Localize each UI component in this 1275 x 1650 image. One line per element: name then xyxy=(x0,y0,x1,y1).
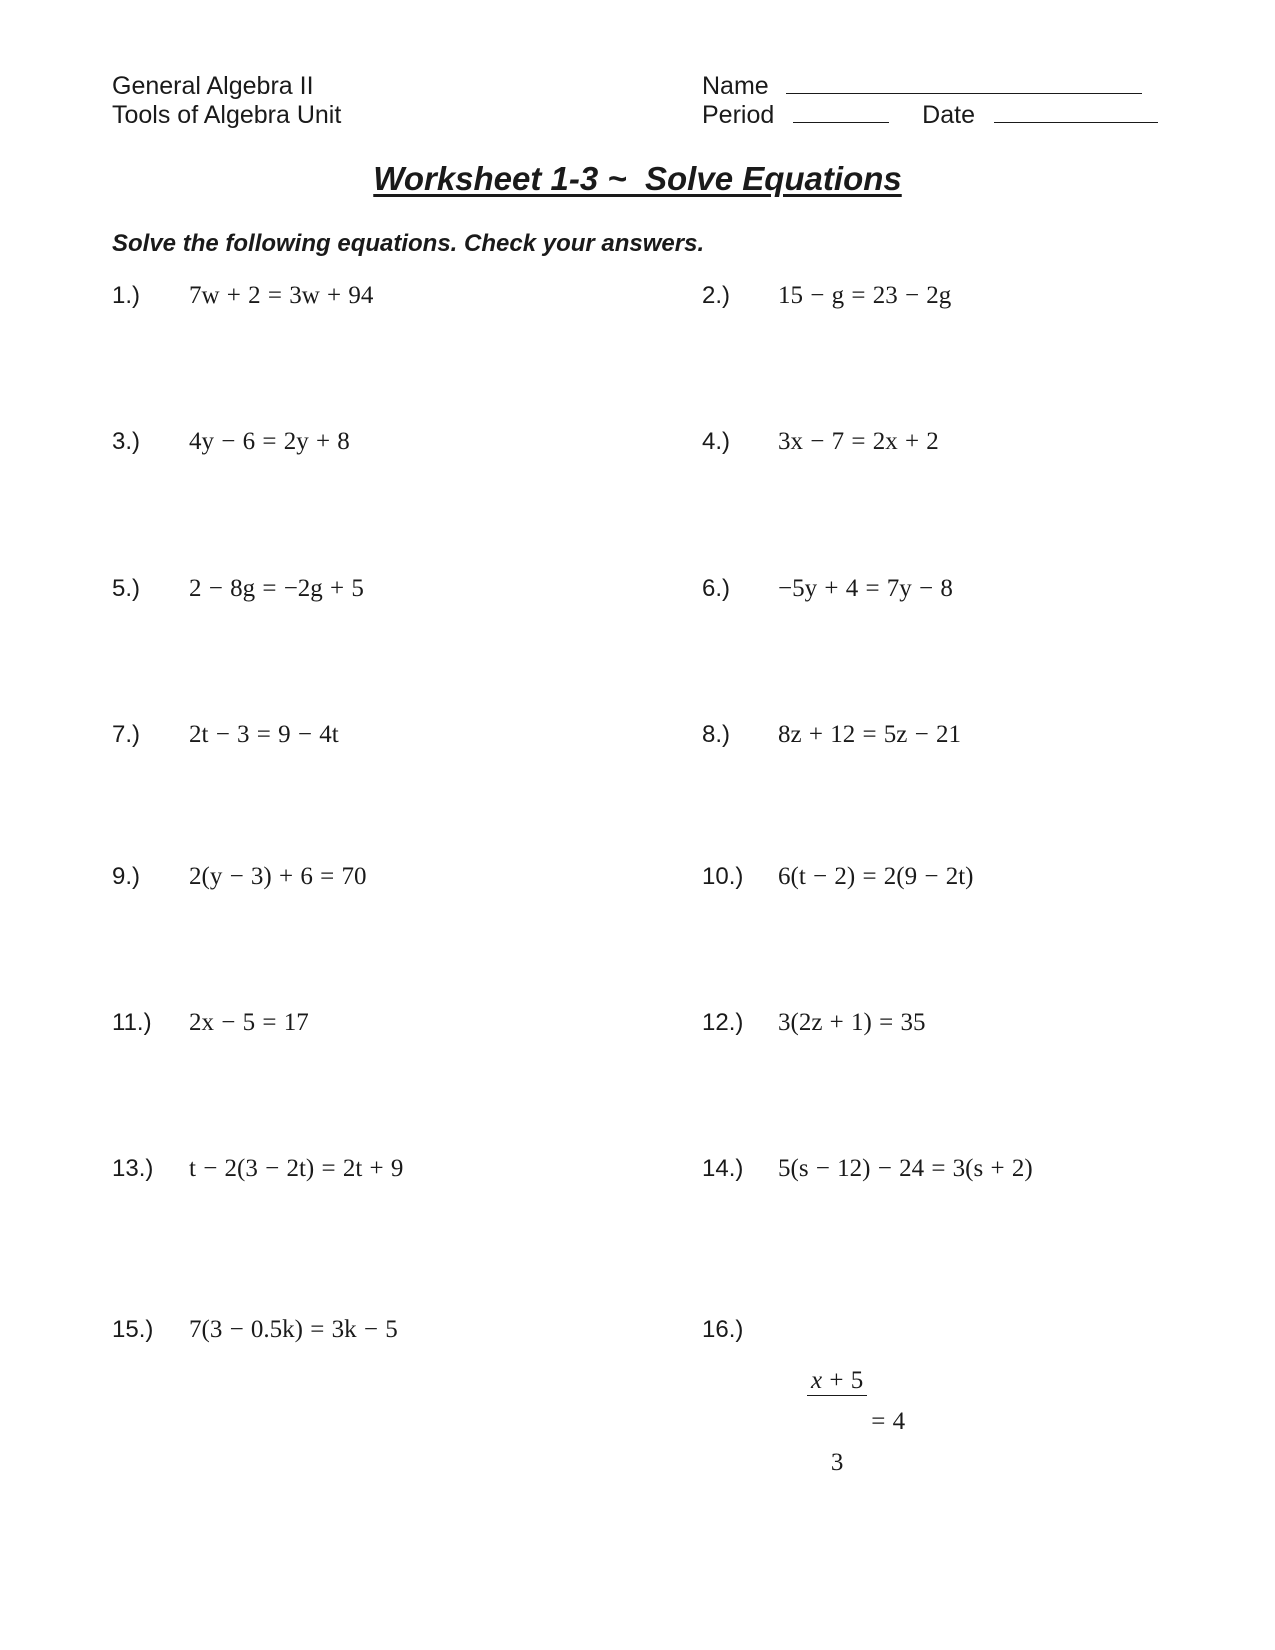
name-blank[interactable] xyxy=(786,92,1142,94)
equation: 6(t − 2) = 2(9 − 2t) xyxy=(778,863,974,890)
equation: 3(2z + 1) = 35 xyxy=(778,1009,926,1036)
problem-number: 8.) xyxy=(702,721,731,748)
period-blank[interactable] xyxy=(793,121,889,123)
instructions: Solve the following equations. Check your answers. xyxy=(112,230,705,257)
equation: t − 2(3 − 2t) = 2t + 9 xyxy=(189,1155,404,1182)
equation: 2x − 5 = 17 xyxy=(189,1009,309,1036)
equation: 4y − 6 = 2y + 8 xyxy=(189,428,350,455)
equation: 7(3 − 0.5k) = 3k − 5 xyxy=(189,1316,398,1343)
problem-number: 10.) xyxy=(702,863,744,890)
problem-number: 9.) xyxy=(112,863,141,890)
problem-number: 12.) xyxy=(702,1009,744,1036)
fraction-rhs: = 4 xyxy=(871,1408,906,1435)
problem-number: 5.) xyxy=(112,575,141,602)
problem-number: 16.) xyxy=(702,1316,744,1343)
equation: 2t − 3 = 9 − 4t xyxy=(189,721,339,748)
problem-number: 1.) xyxy=(112,282,141,309)
unit-title: Tools of Algebra Unit xyxy=(112,101,342,129)
fraction-denominator: 3 xyxy=(830,1449,844,1476)
problem-number: 4.) xyxy=(702,428,731,455)
problem-number: 14.) xyxy=(702,1155,744,1182)
fraction xyxy=(807,1318,867,1525)
problem-number: 15.) xyxy=(112,1316,154,1343)
problem-number: 3.) xyxy=(112,428,141,455)
period-label: Period xyxy=(702,101,775,129)
name-label: Name xyxy=(702,72,769,100)
equation: 7w + 2 = 3w + 94 xyxy=(189,282,374,309)
equation: 2 − 8g = −2g + 5 xyxy=(189,575,364,602)
fraction-equation xyxy=(778,1293,905,1550)
equation: 8z + 12 = 5z − 21 xyxy=(778,721,961,748)
date-label: Date xyxy=(922,101,975,129)
worksheet-title: Worksheet 1-3 ~ Solve Equations xyxy=(373,160,902,197)
problem-number: 7.) xyxy=(112,721,141,748)
equation: 15 − g = 23 − 2g xyxy=(778,282,952,309)
problem-number: 11.) xyxy=(112,1009,152,1036)
name-field xyxy=(702,74,1142,99)
problem-number: 6.) xyxy=(702,575,731,602)
equation: 2(y − 3) + 6 = 70 xyxy=(189,863,367,890)
date-blank[interactable] xyxy=(994,121,1158,123)
problem-number: 2.) xyxy=(702,282,731,309)
fraction-numerator: x + 5 xyxy=(807,1368,867,1396)
equation: 3x − 7 = 2x + 2 xyxy=(778,428,939,455)
equation: 5(s − 12) − 24 = 3(s + 2) xyxy=(778,1155,1033,1182)
equation: −5y + 4 = 7y − 8 xyxy=(778,575,953,602)
course-title: General Algebra II xyxy=(112,72,314,100)
problem-number: 13.) xyxy=(112,1155,154,1182)
period-date-field xyxy=(702,103,1158,128)
